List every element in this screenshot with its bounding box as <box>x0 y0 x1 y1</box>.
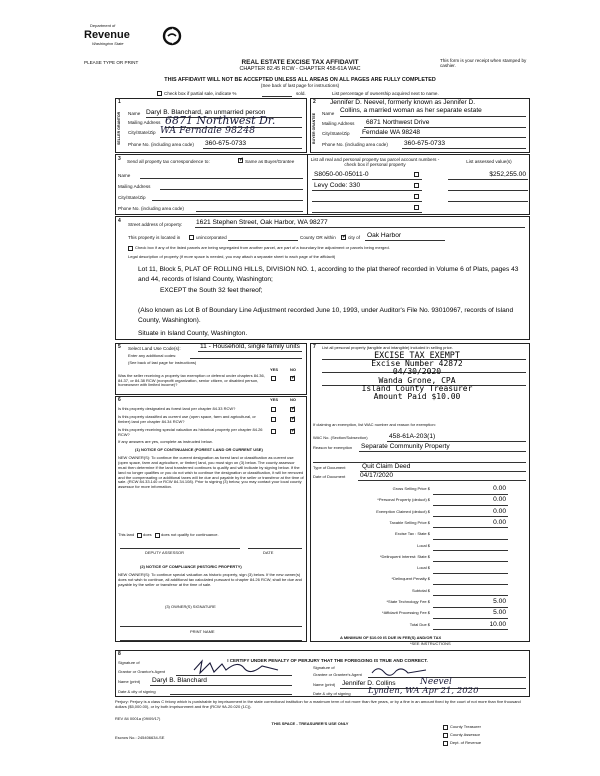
calc-underline <box>433 618 508 619</box>
grantor-agent-label: Grantor or Grantor's Agent <box>118 669 166 674</box>
accounts-header: List all real and personal property tax parcel account numbers - check box if personal property <box>310 157 440 168</box>
grantee-name-handwritten: Neevel <box>420 677 452 687</box>
stamp-amount-paid: Amount Paid $10.00 <box>373 392 461 402</box>
dor-logo <box>84 24 184 64</box>
copy-dor-label: Dept. of Revenue <box>450 740 482 745</box>
calc-underline <box>433 629 508 630</box>
grantor-name-field[interactable] <box>150 685 292 686</box>
assessed-field[interactable] <box>448 179 528 180</box>
correspondence-mailing-field[interactable] <box>160 189 303 190</box>
assessed-value: $252,255.00 <box>489 171 526 178</box>
calc-value[interactable]: 0.00 <box>493 485 506 492</box>
calc-label: Local $ <box>417 542 430 548</box>
land-does-not-checkbox[interactable] <box>155 533 160 538</box>
receipt-note: This form is your receipt when stamped by cashier. <box>440 58 527 69</box>
doc-date-label: Date of Document <box>313 474 346 479</box>
seller-phone-label: Phone No. (including area code) <box>128 142 194 147</box>
forest-yes-header: YES <box>270 397 279 402</box>
buyer-name-label: Name <box>322 111 335 116</box>
buyer-phone: 360-675-0733 <box>404 140 446 147</box>
parcel4-field[interactable] <box>312 212 422 213</box>
grantor-date-label: Date & city of signing <box>118 689 156 694</box>
unincorporated-label: unincorporated <box>196 235 227 240</box>
seller-phone-field[interactable] <box>203 148 302 149</box>
legal-line2: EXCEPT the South 32 feet thereof; <box>160 287 263 294</box>
correspondence-phone-field[interactable] <box>196 211 303 212</box>
land-use-field[interactable] <box>198 351 302 352</box>
calc-underline <box>433 494 508 495</box>
print-name-label: PRINT NAME <box>190 629 215 634</box>
notice1-text: NEW OWNER(S): To continue the current designation as forest land or classification as current use (open space, farm and agriculture, or timber) land, you must sign on (3) below. The county assessor must then determine if the land transferred continues to qualify and will indicate by signing below. If the land no longer qualifies or you do not wish to continue the designation or classification, it will be removed and the compensating or additional taxes will be due and payable by the seller or transferor at the time of sale. (RCW 84.33.140 or RCW 84.34.108). Prior to signing (3) below, you may contact your local county assessor for more information. <box>118 455 304 490</box>
street-label: Street address of property: <box>128 222 183 227</box>
correspondence-phone-label: Phone No. (including area code) <box>118 206 184 211</box>
legal-line4: Situate in Island County, Washington. <box>138 330 248 337</box>
levy-assessed-field[interactable] <box>448 190 528 191</box>
deputy-date-field[interactable] <box>248 548 302 549</box>
seller-section-number: 1 <box>118 99 121 105</box>
buyer-city-label: City/State/Zip <box>322 131 350 136</box>
calc-underline <box>433 550 508 551</box>
notice2-title: (2) NOTICE OF COMPLIANCE (HISTORIC PROPERTY) <box>140 564 242 569</box>
grantor-name: Daryl B. Blanchard <box>152 677 207 684</box>
exemption-yes-checkbox[interactable] <box>271 376 276 381</box>
land-use-code: 11 - Household, single family units <box>200 343 300 350</box>
levy-field[interactable] <box>312 190 422 191</box>
seller-city-label: City/State/Zip <box>128 130 156 135</box>
percentage-label: List percentage of ownership acquired next to name. <box>332 91 439 96</box>
county-or-label: County OR within <box>300 235 336 240</box>
see-instructions: (See back of last page for instructions) <box>260 83 340 88</box>
stamp-excise-number: Excise Number 42872 <box>371 358 463 368</box>
calc-value[interactable]: 5.00 <box>493 609 506 617</box>
calc-label: Exemption Claimed (deduct) $ <box>376 508 430 514</box>
historic-yes-checkbox[interactable] <box>271 429 276 434</box>
parcel3-assessed-field[interactable] <box>448 201 528 202</box>
certification-number: 8 <box>118 651 121 657</box>
partial-sale-percent[interactable] <box>262 96 292 97</box>
calc-underline <box>433 595 508 596</box>
calc-underline <box>433 584 508 585</box>
buyer-city: Ferndale WA 98248 <box>362 129 421 136</box>
calc-label: Excise Tax : State $ <box>394 531 430 537</box>
county-field[interactable] <box>228 240 298 241</box>
copy-dor-checkbox[interactable] <box>443 741 448 746</box>
located-label: This property is located in <box>128 235 181 240</box>
if-yes-note: If any answers are yes, complete as instructed below. <box>118 439 213 444</box>
deputy-date-label: DATE <box>263 550 274 555</box>
calc-label: Subtotal $ <box>411 587 430 593</box>
parcel-number: S8050-00-05011-0 <box>314 171 369 178</box>
correspondence-name-label: Name <box>118 173 131 178</box>
this-land-label: This land <box>118 532 135 537</box>
exemption-reason: Separate Community Property <box>361 443 450 450</box>
grantee-date-city: Lynden, WA Apr 21, 2020 <box>368 686 479 696</box>
calc-underline <box>433 505 508 506</box>
form-subtitle: CHAPTER 82.45 RCW - CHAPTER 458-61A WAC <box>239 66 361 72</box>
buyer-mailing-field[interactable] <box>364 127 526 128</box>
calc-underline <box>433 573 508 574</box>
calc-value[interactable]: 0.00 <box>493 507 506 515</box>
send-correspondence-label: Send all property tax correspondence to: <box>127 159 210 164</box>
wac-label: WAC No. (Section/Subsection) <box>313 435 368 440</box>
buyer-city-field[interactable] <box>360 137 526 138</box>
calc-value[interactable]: 5.00 <box>493 598 506 605</box>
tax-section-divider <box>307 154 308 215</box>
correspondence-name-field[interactable] <box>140 178 303 179</box>
partial-sale-label: Check box if partial sale, indicate % <box>164 91 237 96</box>
forest-no-checkbox[interactable] <box>290 407 295 412</box>
buyer-phone-field[interactable] <box>402 148 526 149</box>
notice1-title: (1) NOTICE OF CONTINUANCE (FOREST LAND OR CURRENT USE) <box>135 447 263 452</box>
treasurer-use-only: THIS SPACE - TREASURER'S USE ONLY <box>271 721 349 726</box>
grantor-name-label: Name (print) <box>118 679 141 684</box>
personal-property-note: List all personal property (tangible and intangible) included in selling price. <box>322 345 453 350</box>
seller-phone: 360-675-0733 <box>205 140 247 147</box>
unincorporated-checkbox[interactable] <box>189 235 194 240</box>
tax-calc-number: 7 <box>313 344 316 350</box>
calc-label: *State Technology Fee $ <box>386 599 430 604</box>
exemption-question: Was the seller receiving a property tax exemption or deferral under chapters 84.36, 84.37, or 84.38 RCW (nonprofit organization, senior citizen, or disabled person, homeowner with limited income)? <box>118 373 265 388</box>
calc-underline <box>433 527 508 528</box>
copy-treasurer-checkbox[interactable] <box>443 725 448 730</box>
wac-number: 458-61A-203(1) <box>389 433 436 440</box>
calc-value[interactable]: 0.00 <box>493 518 506 526</box>
calc-underline <box>433 607 508 608</box>
calc-label: *Delinquent Interest: State $ <box>379 553 430 559</box>
parcel4-personal-checkbox[interactable] <box>414 205 419 210</box>
claiming-exemption-label: If claiming an exemption, list WAC number and reason for exemption: <box>313 422 436 427</box>
deputy-assessor-label: DEPUTY ASSESSOR <box>145 550 185 555</box>
revenue-swoosh-icon <box>162 26 182 46</box>
forest-section-number: 6 <box>118 397 121 403</box>
calc-underline <box>433 561 508 562</box>
rev-number: REV 84 0001a (09/09/17) <box>115 716 161 721</box>
legal-line3: (Also known as Lot B of Boundary Line Adjustment recorded June 10, 1993, under Auditor's File No. 93010967, records of Island County, Washington). <box>138 307 514 324</box>
dept-state: Washington State <box>92 41 124 46</box>
buyer-name-field[interactable] <box>340 116 526 117</box>
city-name-field[interactable] <box>365 240 445 241</box>
stamp-exempt: EXCISE TAX EXEMPT <box>374 350 460 360</box>
correspondence-city-label: City/State/Zip <box>118 195 146 200</box>
current-use-no-checkbox[interactable] <box>290 417 295 422</box>
additional-codes-label: Enter any additional codes: <box>128 353 177 358</box>
land-use-see-back: (See back of last page for instructions) <box>128 360 197 365</box>
calc-label: *Delinquent Penalty $ <box>391 576 430 582</box>
minimum-tax-note: A MINIMUM OF $10.00 IS DUE IN FEE(S) AND/OR TAX <box>340 635 442 640</box>
please-type: PLEASE TYPE OR PRINT <box>84 60 139 65</box>
land-use-number: 5 <box>118 344 121 350</box>
current-use-question: Is this property classified as current use (open space, farm and agricultural, or timber) land per chapter 84.34 RCW? <box>118 414 256 424</box>
calc-underline <box>433 516 508 517</box>
reason-field-2[interactable] <box>313 462 526 463</box>
forest-no-header: NO <box>290 397 296 402</box>
wac-field[interactable] <box>387 441 526 442</box>
doc-date-field[interactable] <box>358 480 526 481</box>
seller-name: Daryl B. Blanchard, an unmarried person <box>146 109 266 116</box>
forest-yes-checkbox[interactable] <box>271 407 276 412</box>
exempt-stamp <box>352 351 482 413</box>
escrow-number: Escrow No.: 245406634-SE <box>115 735 165 740</box>
calc-underline <box>433 539 508 540</box>
stamp-treasurer-title: Island County Treasurer <box>361 383 473 393</box>
land-does-checkbox[interactable] <box>137 533 142 538</box>
grantee-date-label: Date & city of signing <box>313 691 351 696</box>
grantor-signature-field[interactable] <box>176 675 292 676</box>
seller-side-label: SELLER GRANTOR <box>117 111 121 145</box>
street-address: 1621 Stephen Street, Oak Harbor, WA 98277 <box>196 219 328 226</box>
historic-question: Is this property receiving special valuation as historical property per chapter 84.26 RCW? <box>118 427 263 437</box>
legal-label: Legal description of property (if more space is needed, you may attach a separate sheet to each page of the affidavit) <box>128 254 336 259</box>
land-does-not-label: does not qualify for continuance. <box>161 532 219 537</box>
seller-city-field[interactable] <box>160 137 302 138</box>
calc-value[interactable]: 0.00 <box>493 496 506 504</box>
calc-label: Taxable Selling Price $ <box>389 519 430 525</box>
same-as-buyer-label: Same as Buyer/Grantee <box>245 159 295 164</box>
see-instructions-note: *SEE INSTRUCTIONS <box>410 641 451 646</box>
perjury-note: Perjury: Perjury is a class C felony which is punishable by imprisonment in the state correctional institution for a maximum term of not more than five years, or by a fine in an amount fixed by the court of not more than five thousand dollars ($5,000.00), or by both imprisonment and fine (RCW 9A.20.020 (1C)). <box>115 699 521 709</box>
buyer-section-number: 2 <box>313 99 316 105</box>
same-as-buyer-checkbox[interactable] <box>238 158 243 163</box>
buyer-name-line2: Collins, a married woman as her separate estate <box>340 107 482 114</box>
land-use-label: Select Land Use Code(s): <box>128 346 181 351</box>
reason-field[interactable] <box>359 451 526 452</box>
seller-name-label: Name <box>128 111 141 116</box>
dept-name: Revenue <box>84 29 130 41</box>
property-section-number: 4 <box>118 218 121 224</box>
grantor-sig-of: Signature of <box>118 660 140 665</box>
stamp-date: 04/30/2020 <box>392 367 442 377</box>
buyer-phone-label: Phone No. (including area code) <box>322 142 388 147</box>
correspondence-city-field[interactable] <box>152 200 303 201</box>
segregated-note: Check box if any of the listed parcels are being segregated from another parcel, are part of a boundary line adjustment or parcels being merged. <box>135 245 390 250</box>
owner-signature-field[interactable] <box>120 626 302 627</box>
street-field[interactable] <box>195 227 525 228</box>
grantor-signature-scribble <box>192 658 282 676</box>
dept-line1: Department of <box>90 23 116 28</box>
calc-label: Local $ <box>417 565 430 571</box>
deputy-assessor-field[interactable] <box>120 548 240 549</box>
grantor-date-field[interactable] <box>170 694 292 695</box>
stamp-treasurer-name: Wanda Grone, CPA <box>378 375 456 385</box>
city-name: Oak Harbor <box>367 232 402 239</box>
land-use-yes-header: YES <box>270 367 279 372</box>
calc-label: Gross Selling Price $ <box>392 486 430 491</box>
doc-type: Quit Claim Deed <box>362 463 411 470</box>
grantee-signature-scribble <box>370 663 430 677</box>
calc-value[interactable]: 10.00 <box>489 620 506 628</box>
copy-assessor-label: County Assessor <box>450 732 481 737</box>
tax-section-number: 3 <box>118 156 121 162</box>
warning-line: THIS AFFIDAVIT WILL NOT BE ACCEPTED UNLESS ALL AREAS ON ALL PAGES ARE FULLY COMPLETED <box>164 77 436 83</box>
buyer-mailing: 6871 Northwest Drive <box>366 119 430 126</box>
city-of-checkbox[interactable] <box>341 235 346 240</box>
copy-treasurer-label: County Treasurer <box>450 724 481 729</box>
seller-city: WA Ferndale 98248 <box>160 125 256 136</box>
form-title: REAL ESTATE EXCISE TAX AFFIDAVIT <box>241 59 359 66</box>
seller-mailing: 6871 Northwest Dr. <box>165 114 276 127</box>
parcel3-personal-checkbox[interactable] <box>414 194 419 199</box>
parcel-personal-checkbox[interactable] <box>414 172 419 177</box>
copy-assessor-checkbox[interactable] <box>443 733 448 738</box>
exemption-no-checkbox[interactable] <box>290 376 295 381</box>
forest-question: Is this property designated as forest land per chapter 84.33 RCW? <box>118 406 236 411</box>
assessed-header: List assessed value(s) <box>466 159 512 164</box>
levy-personal-checkbox[interactable] <box>414 183 419 188</box>
notice2-text: NEW OWNER(S): To continue special valuation as historic property, sign (3) below. If the new owner(s) does not wish to continue, all additional tax calculated pursuant to chapter 84.26 RCW, shall be due and payable by the seller or transferor at the time of sale. <box>118 572 302 587</box>
land-does-label: does <box>143 532 152 537</box>
buyer-side-label: BUYER GRANTEE <box>312 112 316 144</box>
levy-code: Levy Code: 330 <box>314 182 361 189</box>
certify-statement: I CERTIFY UNDER PENALTY OF PERJURY THAT THE FOREGOING IS TRUE AND CORRECT. <box>227 658 428 663</box>
calc-label: *Affidavit Processing Fee $ <box>382 610 430 616</box>
buyer-mailing-label: Mailing Address <box>322 121 355 126</box>
owner-signature-label: (3) OWNER(S) SIGNATURE <box>165 604 216 609</box>
grantee-name: Jennifer D. Collins <box>342 680 396 687</box>
buyer-name-line1: Jennifer D. Neevel, formerly known as Jennifer D. <box>330 99 476 106</box>
city-of-label: city of <box>348 235 360 240</box>
doc-type-label: Type of Document <box>313 465 346 470</box>
print-name-field[interactable] <box>120 640 302 641</box>
land-use-no-header: NO <box>290 367 296 372</box>
calc-label: *Personal Property (deduct) $ <box>377 497 430 503</box>
correspondence-mailing-label: Mailing Address <box>118 184 151 189</box>
calc-label: Total Due $ <box>409 621 430 627</box>
grantee-agent-label: Grantee or Grantee's Agent <box>313 672 362 677</box>
doc-date: 04/17/2020 <box>360 472 394 479</box>
grantee-sig-of: Signature of <box>313 665 335 670</box>
segregated-checkbox[interactable] <box>128 246 133 251</box>
historic-no-checkbox[interactable] <box>290 429 295 434</box>
grantee-name-label: Name (print) <box>313 682 336 687</box>
parcel-field[interactable] <box>312 179 422 180</box>
sold-label: sold. <box>296 91 306 96</box>
current-use-yes-checkbox[interactable] <box>271 417 276 422</box>
legal-line1: Lot 11, Block 5, PLAT OF ROLLING HILLS, DIVISION NO. 1, according to the plat thereof recorded in Volume 6 of Plats, pages 43 and 44, records of Island County, Washington; <box>138 266 519 283</box>
reason-label: Reason for exemption <box>313 445 353 450</box>
additional-codes-field[interactable] <box>190 358 302 359</box>
seller-mailing-label: Mailing Address <box>128 120 161 125</box>
parcel3-field[interactable] <box>312 201 422 202</box>
partial-sale-checkbox[interactable] <box>157 91 162 96</box>
